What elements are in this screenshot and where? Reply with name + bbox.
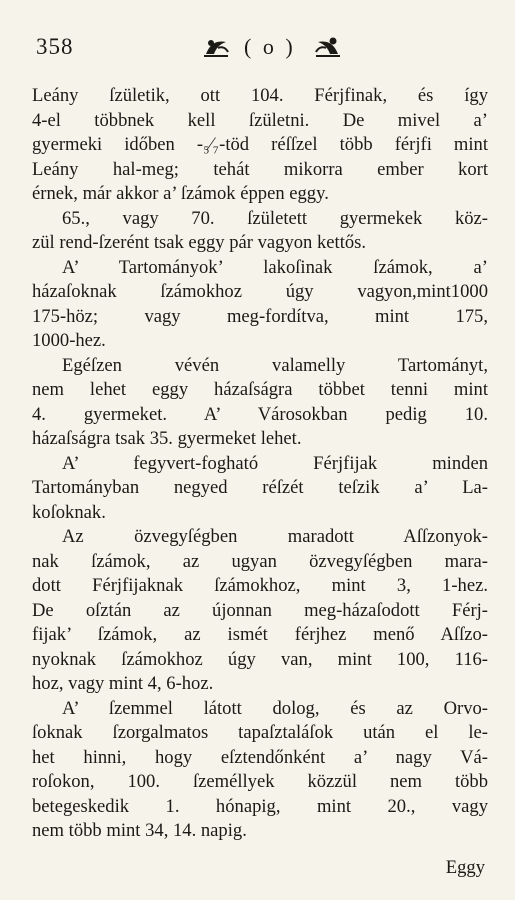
body-text xyxy=(32,84,488,844)
text-line: betegeskedik 1. hónapig, mint 20., vagy xyxy=(32,795,488,817)
text-line: 4. gyermeket. A’ Városokban pedig 10. xyxy=(32,403,488,425)
floral-ornament-icon xyxy=(312,34,342,60)
text-line: érnek, már akkor a’ ſzámok éppen eggy. xyxy=(32,183,329,204)
text-line: 4-el többnek kell ſzületni. De mivel a’ xyxy=(32,109,488,131)
text-line: Leány hal-meg; tehát mikorra ember kort xyxy=(32,158,488,180)
text-line: házaſságra tsak 35. gyermeket lehet. xyxy=(32,428,302,449)
text-line: Leány ſzületik, ott 104. Férjfinak, és így xyxy=(32,85,488,106)
text-line: gyermeki időben -₅⁄₇-töd réſſzel több férjfi mint xyxy=(32,134,488,155)
text-line: A’ fegyvert-fogható Férjfijak minden xyxy=(62,452,488,474)
text-line: roſokon, 100. ſzeméllyek közzül nem több xyxy=(32,771,488,792)
text-line: 65., vagy 70. ſzületett gyermekek köz- xyxy=(62,207,488,229)
text-line: 175-höz; vagy meg-fordítva, mint 175, xyxy=(32,305,488,327)
text-line: dott Férjfijaknak ſzámokhoz, mint 3, 1-hez. xyxy=(32,575,488,596)
text-line: zül rend-ſzerént tsak eggy pár vagyon kettős. xyxy=(32,232,367,253)
page-number: 358 xyxy=(36,34,74,59)
text-line: fijak’ ſzámok, az ismét férjhez menő Aſſzo- xyxy=(32,624,488,645)
text-line: A’ Tartományok’ lakoſinak ſzámok, a’ xyxy=(62,256,488,278)
text-line: nak ſzámok, az ugyan özvegyſégben mara- xyxy=(32,550,488,572)
text-line: De oſztán az újonnan meg-házaſodott Férj- xyxy=(32,599,488,621)
page-header xyxy=(30,34,485,74)
text-line: Tartományban negyed réſzét teſzik a’ La- xyxy=(32,477,488,498)
ornament-center-text: ( o ) xyxy=(244,34,296,59)
text-line: Az özvegyſégben maradott Aſſzonyok- xyxy=(62,526,488,547)
header-ornament xyxy=(190,34,360,68)
text-line: házaſoknak ſzámokhoz úgy vagyon,mint1000 xyxy=(32,281,488,302)
text-line: nyoknak ſzámokhoz úgy van, mint 100, 116- xyxy=(32,648,488,670)
text-line: ſoknak ſzorgalmatos tapaſztaláſok után el le- xyxy=(32,722,488,743)
text-line: A’ ſzemmel látott dolog, és az Orvo- xyxy=(62,697,488,719)
text-line: nem lehet eggy házaſságra többet tenni mint xyxy=(32,379,488,400)
text-line: koſoknak. xyxy=(32,501,106,523)
text-line: het hinni, hogy eſztendőnként a’ nagy Vá- xyxy=(32,746,488,768)
text-line: nem több mint 34, 14. napig. xyxy=(32,820,247,841)
floral-ornament-icon xyxy=(202,34,232,60)
text-line: hoz, vagy mint 4, 6-hoz. xyxy=(32,673,214,694)
text-line: Egéſzen vévén valamelly Tartományt, xyxy=(62,354,488,376)
text-line: 1000-hez. xyxy=(32,330,106,351)
catchword: Eggy xyxy=(445,857,485,878)
